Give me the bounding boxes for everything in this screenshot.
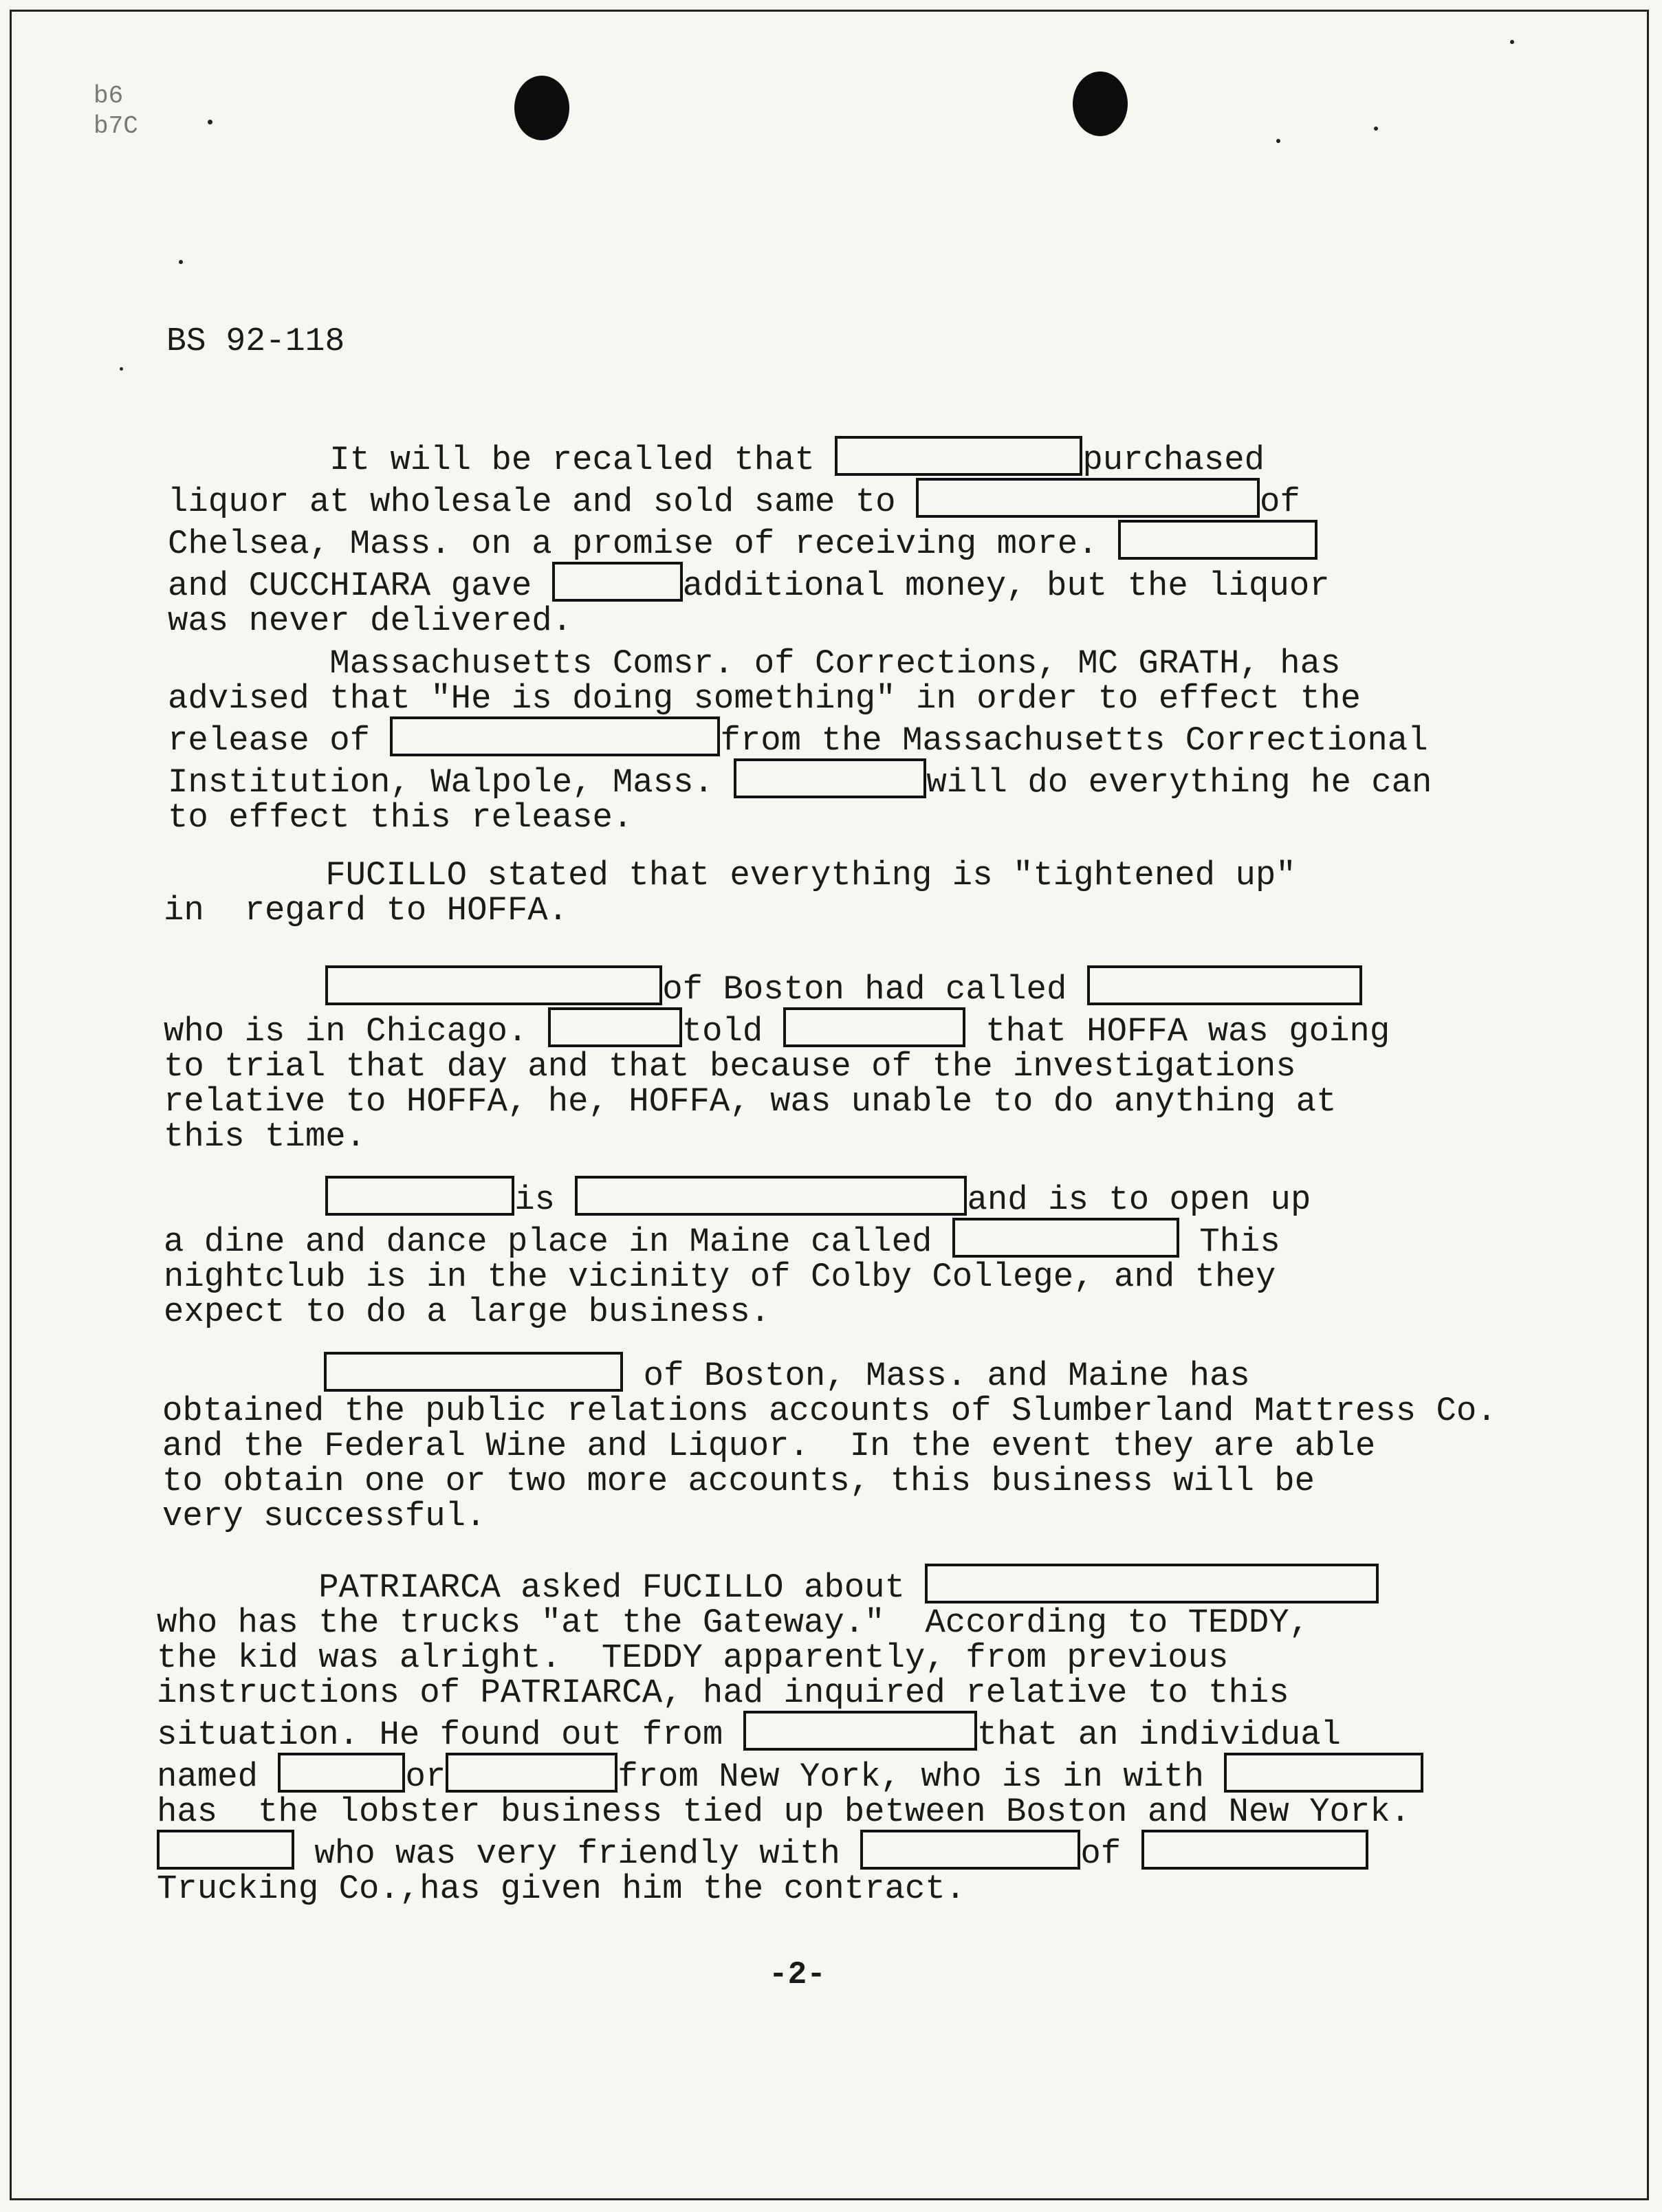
text-segment: purchased <box>1082 441 1265 479</box>
speck <box>179 260 183 264</box>
text-segment: and is to open up <box>967 1181 1311 1219</box>
text-line <box>162 1394 1497 1429</box>
text-segment: Institution, Walpole, Mass. <box>168 763 734 802</box>
text-segment: FUCILLO stated that everything is "tightened up" <box>164 856 1296 895</box>
redaction-box <box>1224 1753 1423 1793</box>
text-line <box>157 1830 1423 1872</box>
text-line <box>157 1753 1423 1795</box>
text-line <box>168 562 1330 604</box>
redaction-box <box>734 758 926 798</box>
text-segment: was never delivered. <box>168 602 573 640</box>
text-line <box>168 520 1330 562</box>
text-line <box>168 604 1330 639</box>
speck <box>208 120 212 124</box>
text-line <box>157 1795 1423 1830</box>
text-segment: It will be recalled that <box>168 441 835 479</box>
text-segment: expect to do a large business. <box>164 1293 771 1331</box>
text-line <box>168 436 1330 478</box>
redaction-box <box>325 1176 514 1216</box>
speck <box>1276 139 1280 143</box>
text-line <box>157 1872 1423 1907</box>
text-line <box>168 716 1432 758</box>
text-line <box>164 893 1296 928</box>
text-segment: that an individual <box>976 1716 1342 1754</box>
redaction-box <box>916 478 1260 518</box>
redaction-box <box>575 1176 967 1216</box>
text-segment: who is in Chicago. <box>164 1012 548 1051</box>
text-segment: from New York, who is in with <box>617 1757 1225 1796</box>
text-segment <box>164 1181 325 1219</box>
text-line <box>168 758 1432 800</box>
text-segment: of Boston, Mass. and Maine has <box>623 1357 1250 1395</box>
redaction-box <box>1087 965 1362 1005</box>
text-segment: to effect this release. <box>168 798 633 837</box>
text-segment: liquor at wholesale and sold same to <box>168 483 916 521</box>
text-segment: of Boston had called <box>662 970 1087 1009</box>
paragraph-nightclub <box>164 1176 1311 1330</box>
text-line <box>162 1464 1497 1499</box>
paragraph-tightened <box>164 858 1296 928</box>
redaction-box <box>1118 520 1317 560</box>
text-line <box>157 1603 1423 1642</box>
text-segment: Massachusetts Comsr. of Corrections, MC GRATH, has <box>168 644 1341 683</box>
redaction-box <box>835 436 1082 476</box>
text-segment: to trial that day and that because of the investigations <box>164 1047 1296 1086</box>
text-line <box>162 1499 1497 1534</box>
text-line <box>164 1176 1311 1218</box>
text-line <box>164 1218 1311 1260</box>
text-segment: is <box>514 1181 576 1219</box>
redaction-box <box>743 1711 977 1751</box>
redaction-box <box>278 1753 405 1793</box>
text-segment: nightclub is in the vicinity of Colby College, and they <box>164 1258 1276 1296</box>
text-segment: This <box>1179 1223 1280 1261</box>
text-line <box>162 1429 1497 1464</box>
speck <box>120 367 123 371</box>
text-line <box>164 965 1390 1007</box>
text-line <box>164 1049 1390 1084</box>
text-segment: who was very friendly with <box>294 1835 861 1873</box>
paragraph-public-relations <box>162 1352 1497 1534</box>
text-line <box>168 478 1330 520</box>
redaction-box <box>446 1753 617 1793</box>
text-segment: who has the trucks "at the Gateway." According to TEDDY, <box>157 1603 1310 1642</box>
text-segment: or <box>405 1757 446 1796</box>
text-segment: from the Massachusetts Correctional <box>720 721 1428 760</box>
text-line <box>164 858 1296 893</box>
paragraph-mcgrath <box>168 646 1432 835</box>
text-segment: PATRIARCA asked FUCILLO about <box>157 1568 926 1607</box>
text-segment: situation. He found out from <box>157 1716 743 1754</box>
text-segment: Trucking Co.,has given him the contract. <box>157 1870 966 1908</box>
redaction-box <box>925 1564 1379 1603</box>
redaction-box <box>860 1830 1080 1870</box>
redaction-box <box>324 1352 623 1392</box>
text-line <box>157 1711 1423 1753</box>
text-segment: advised that "He is doing something" in order to effect the <box>168 679 1361 718</box>
redaction-box <box>783 1007 965 1047</box>
text-line <box>168 681 1432 716</box>
text-segment: told <box>681 1012 783 1051</box>
text-segment <box>164 970 325 1009</box>
redaction-box <box>548 1007 682 1047</box>
speck <box>1374 127 1378 131</box>
text-segment: instructions of PATRIARCA, had inquired relative to this <box>157 1674 1289 1712</box>
page-number: -2- <box>769 1957 826 1993</box>
punch-hole-right <box>1073 72 1128 136</box>
text-line <box>157 1564 1423 1606</box>
text-segment <box>162 1357 324 1395</box>
text-line <box>168 800 1432 835</box>
text-segment: that HOFFA was going <box>965 1012 1390 1051</box>
margin-notes <box>94 81 138 142</box>
text-segment: named <box>157 1757 278 1796</box>
speck <box>1510 40 1514 44</box>
text-segment: has the lobster business tied up between Boston and New York. <box>157 1793 1411 1831</box>
text-segment: this time. <box>164 1117 367 1156</box>
text-segment: and CUCCHIARA gave <box>168 567 552 605</box>
text-segment: to obtain one or two more accounts, this business will be <box>162 1462 1315 1500</box>
text-segment: and the Federal Wine and Liquor. In the event they are able <box>162 1427 1376 1465</box>
text-segment: of <box>1080 1835 1141 1873</box>
redaction-box <box>1141 1830 1368 1870</box>
text-line <box>164 1084 1390 1119</box>
text-segment: release of <box>168 721 391 760</box>
text-line <box>157 1676 1423 1711</box>
text-segment: obtained the public relations accounts of Slumberland Mattress Co. <box>162 1392 1497 1430</box>
margin-note-b6: b6 <box>94 82 124 110</box>
text-line <box>164 1295 1311 1330</box>
redaction-box <box>390 716 720 756</box>
text-segment: a dine and dance place in Maine called <box>164 1223 952 1261</box>
redaction-box <box>325 965 662 1005</box>
text-segment: the kid was alright. TEDDY apparently, from previous <box>157 1639 1229 1677</box>
text-line <box>164 1007 1390 1049</box>
text-segment: relative to HOFFA, he, HOFFA, was unable to do anything at <box>164 1082 1337 1121</box>
text-segment: of <box>1259 483 1300 521</box>
text-segment: additional money, but the liquor <box>682 567 1330 605</box>
text-segment: very successful. <box>162 1497 486 1535</box>
paragraph-liquor <box>168 436 1330 639</box>
text-line <box>168 646 1432 681</box>
text-line <box>164 1119 1390 1154</box>
text-segment: in regard to HOFFA. <box>164 891 569 930</box>
punch-hole-left <box>514 76 569 140</box>
redaction-box <box>552 562 683 602</box>
file-number: BS 92-118 <box>166 323 345 360</box>
margin-note-b7c: b7C <box>94 112 138 140</box>
paragraph-patriarca <box>157 1564 1423 1907</box>
text-line <box>164 1260 1311 1295</box>
text-segment: Chelsea, Mass. on a promise of receiving more. <box>168 525 1119 563</box>
redaction-box <box>157 1830 294 1870</box>
text-line <box>162 1352 1497 1394</box>
paragraph-hoffa-trial <box>164 965 1390 1154</box>
text-segment: will do everything he can <box>926 763 1432 802</box>
text-line <box>157 1641 1423 1676</box>
redaction-box <box>952 1218 1179 1258</box>
